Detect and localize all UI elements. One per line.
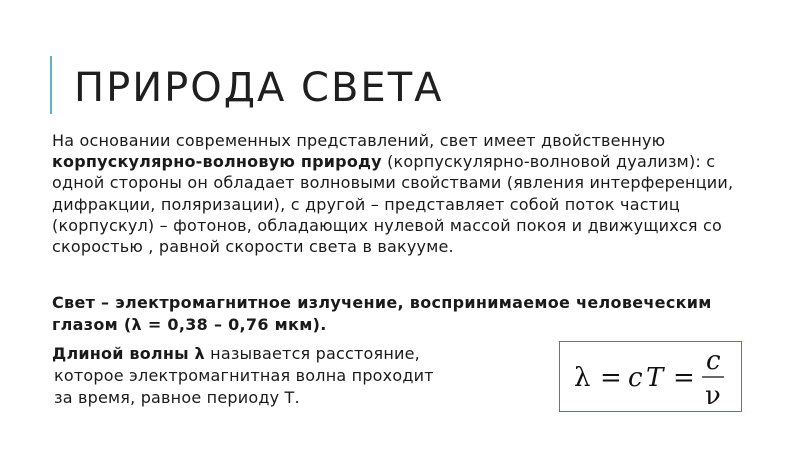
paragraph-light-definition: Свет – электромагнитное излучение, воспринимаемое человеческим глазом (λ = 0,38 – 0,76 мкм).	[52, 293, 712, 334]
wavelength-line-3: за время, равное периоду Т.	[54, 388, 300, 407]
paragraph-text: (корпускулярно-волновой дуализм): с одной стороны он обладает волновыми свойствами (явления интерференции, дифракции, поляризации), с другой – представляет собой поток частиц (корпускул) – фотонов, обладающих нулевой массой покоя и движущихся со скоростью , равной скорости света в вакууме.	[52, 152, 734, 257]
formula-lambda: λ	[574, 363, 591, 393]
paragraph-light-duality	[52, 130, 752, 257]
formula-equals-2: =	[673, 363, 695, 393]
paragraph-text: На основании современных представлений, свет имеет двойственную	[52, 131, 666, 150]
formula-T: T	[646, 363, 664, 393]
wavelength-line-1-text: называется расстояние,	[204, 344, 420, 363]
wavelength-formula	[560, 342, 741, 411]
wavelength-line-2: которое электромагнитная волна проходит	[54, 366, 434, 385]
paragraph-bold-phrase: корпускулярно-волновую природу	[52, 152, 382, 172]
formula-c: c	[628, 363, 643, 393]
formula-equals-1: =	[600, 363, 622, 393]
formula-box	[559, 341, 742, 412]
slide-title: ПРИРОДА СВЕТА	[74, 65, 444, 111]
formula-denominator: ν	[705, 381, 721, 411]
title-accent-bar	[50, 56, 52, 114]
wavelength-term: Длиной волны λ	[52, 344, 205, 363]
paragraph-wavelength-definition	[52, 343, 542, 409]
formula-numerator: c	[706, 346, 721, 376]
wavelength-line-1	[52, 343, 542, 365]
